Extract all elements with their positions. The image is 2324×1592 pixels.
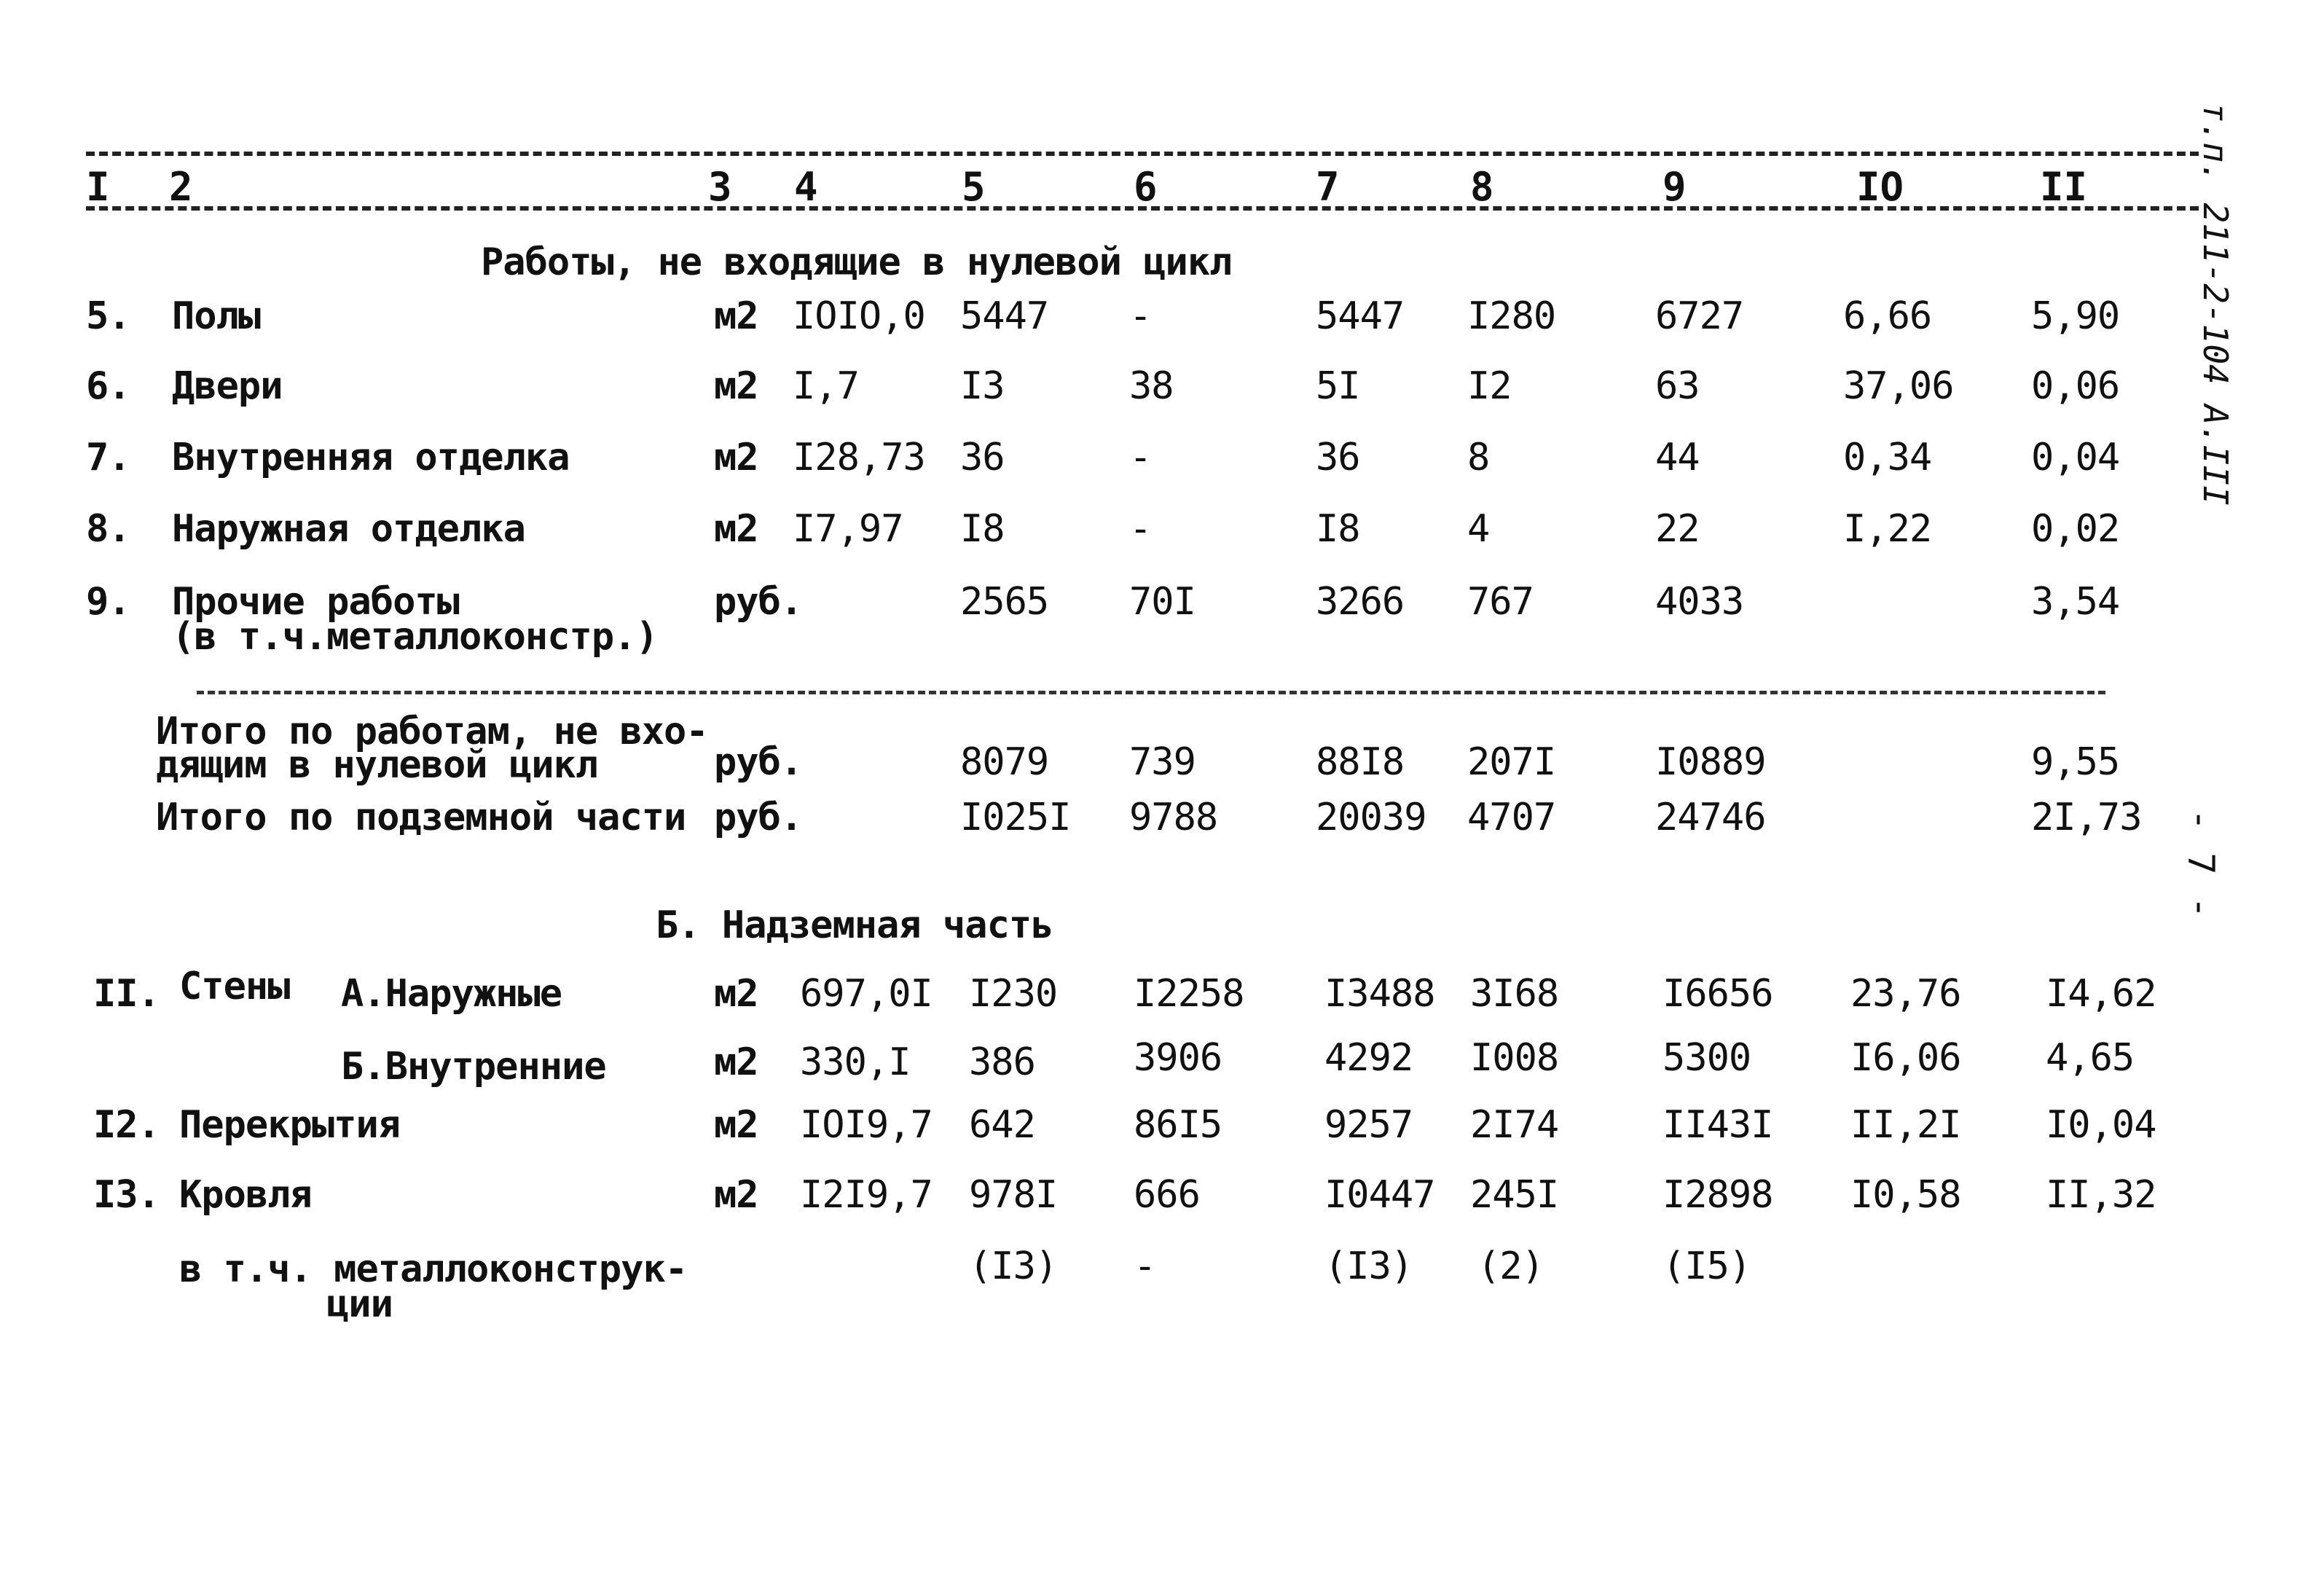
cell-col7: 36 (1316, 436, 1360, 479)
cell-col9: 6727 (1655, 294, 1744, 338)
total-nonzero-label: Итого по работам, не вхо- (156, 710, 708, 753)
cell-col8: 4 (1467, 507, 1490, 551)
cell-col11: 0,04 (2031, 436, 2120, 479)
row-number: 6. (86, 364, 130, 408)
row-quantity: I28,73 (793, 436, 925, 479)
cell-col11: II,32 (2046, 1173, 2156, 1217)
cell-col7: 9257 (1324, 1103, 1413, 1147)
cell-col9: 44 (1655, 436, 1700, 479)
cell-col11: 2I,73 (2031, 796, 2142, 839)
row-number: I3. (93, 1173, 160, 1217)
cell-col11: 0,06 (2031, 364, 2120, 408)
cell-col9: 63 (1655, 364, 1700, 408)
row-unit: м2 (714, 1173, 758, 1217)
column-header-8: 8 (1470, 164, 1494, 210)
cell-col6: 3906 (1134, 1036, 1222, 1080)
row-name: Полы (172, 294, 261, 338)
row-quantity: I,7 (793, 364, 859, 408)
cell-col10: 0,34 (1843, 436, 1932, 479)
row-number: II. (93, 972, 160, 1016)
cell-col8: 767 (1467, 580, 1534, 624)
row-number: I2. (93, 1103, 160, 1147)
cell-col7: 3266 (1316, 580, 1405, 624)
cell-col10: 23,76 (1850, 972, 1961, 1016)
row-unit: м2 (714, 1040, 758, 1084)
row-quantity: 330,I (800, 1040, 911, 1084)
document-code-label: т.п. 211-2-104 А.III (2196, 102, 2235, 506)
cell-col8: I2 (1467, 364, 1512, 408)
cell-col9: I0889 (1655, 740, 1766, 784)
column-header-9: 9 (1662, 164, 1687, 210)
row-unit: руб. (714, 740, 803, 784)
cell-col9: (I5) (1662, 1244, 1751, 1288)
cell-col11: 4,65 (2046, 1036, 2135, 1080)
cell-col6: - (1129, 507, 1152, 551)
column-header-5: 5 (962, 164, 986, 210)
row-subname: Б.Внутренние (341, 1045, 606, 1089)
cell-col5: 8079 (960, 740, 1049, 784)
cell-col9: I6656 (1662, 972, 1773, 1016)
cell-col7: 5I (1316, 364, 1360, 408)
row-unit: м2 (714, 436, 758, 479)
cell-col5: 978I (969, 1173, 1058, 1217)
cell-col11: I4,62 (2046, 972, 2156, 1016)
cell-col6: 9788 (1129, 796, 1218, 839)
cell-col5: 386 (969, 1040, 1035, 1084)
cell-col8: 4707 (1467, 796, 1556, 839)
cell-col11: I0,04 (2046, 1103, 2156, 1147)
cell-col7: 5447 (1316, 294, 1405, 338)
row-quantity: I7,97 (793, 507, 903, 551)
page-number: - 7 - (2180, 809, 2222, 919)
row-unit: м2 (714, 294, 758, 338)
section-heading-above: Б. Надземная часть (656, 903, 1053, 947)
cell-col8: 2I74 (1470, 1103, 1559, 1147)
cell-col5: I8 (960, 507, 1005, 551)
row-name: Наружная отделка (172, 507, 525, 551)
metal-structures-label-continued: ции (326, 1282, 393, 1326)
table-top-rule (86, 152, 2199, 156)
cell-col5: 36 (960, 436, 1005, 479)
column-header-1: I (86, 164, 110, 210)
cell-col7: I0447 (1324, 1173, 1435, 1217)
row-unit: м2 (714, 1103, 758, 1147)
row-number: 5. (86, 294, 130, 338)
cell-col7: I3488 (1324, 972, 1435, 1016)
cell-col6: 739 (1129, 740, 1196, 784)
total-underground-label: Итого по подземной части (156, 796, 686, 839)
column-header-6: 6 (1134, 164, 1158, 210)
cell-col6: - (1129, 436, 1152, 479)
cell-col8: I008 (1470, 1036, 1559, 1080)
cell-col8: (2) (1477, 1244, 1544, 1288)
cell-col8: 3I68 (1470, 972, 1559, 1016)
row-name: Стены (179, 965, 290, 1008)
row-quantity: I2I9,7 (800, 1173, 933, 1217)
cell-col6: 86I5 (1134, 1103, 1222, 1147)
cell-col5: 642 (969, 1103, 1035, 1147)
cell-col6: - (1129, 294, 1152, 338)
cell-col9: I2898 (1662, 1173, 1773, 1217)
metal-structures-label: в т.ч. металлоконструк- (179, 1247, 688, 1291)
cell-col9: 4033 (1655, 580, 1744, 624)
row-number: 9. (86, 580, 130, 624)
cell-col8: I280 (1467, 294, 1556, 338)
cell-col11: 0,02 (2031, 507, 2120, 551)
cell-col5: 5447 (960, 294, 1049, 338)
cell-col9: II43I (1662, 1103, 1773, 1147)
cell-col7: 20039 (1316, 796, 1426, 839)
cell-col5: 2565 (960, 580, 1049, 624)
cell-col9: 5300 (1662, 1036, 1751, 1080)
row-name-continued: (в т.ч.металлоконстр.) (172, 615, 658, 659)
cell-col11: 3,54 (2031, 580, 2120, 624)
cell-col5: I3 (960, 364, 1005, 408)
row-name: Перекрытия (179, 1103, 401, 1147)
cell-col6: I2258 (1134, 972, 1244, 1016)
cell-col10: 6,66 (1843, 294, 1932, 338)
row-unit: м2 (714, 364, 758, 408)
column-header-2: 2 (169, 164, 193, 210)
row-name: Двери (172, 364, 283, 408)
row-subname: А.Наружные (341, 972, 562, 1016)
cell-col5: (I3) (969, 1244, 1058, 1288)
row-unit: м2 (714, 507, 758, 551)
total-nonzero-label-continued: дящим в нулевой цикл (156, 743, 598, 787)
row-name: Внутренняя отделка (172, 436, 570, 479)
row-name: Прочие работы (172, 580, 459, 624)
cell-col10: II,2I (1850, 1103, 1961, 1147)
cell-col10: I6,06 (1850, 1036, 1961, 1080)
cell-col10: I,22 (1843, 507, 1932, 551)
column-header-3: 3 (708, 164, 732, 210)
row-quantity: IOIO,0 (793, 294, 925, 338)
cell-col11: 5,90 (2031, 294, 2120, 338)
cell-col5: I025I (960, 796, 1071, 839)
cell-col8: 8 (1467, 436, 1490, 479)
row-quantity: IOI9,7 (800, 1103, 933, 1147)
row-number: 7. (86, 436, 130, 479)
cell-col7: I8 (1316, 507, 1360, 551)
cell-col8: 207I (1467, 740, 1556, 784)
cell-col7: 88I8 (1316, 740, 1405, 784)
section-heading-nonzero: Работы, не входящие в нулевой цикл (481, 240, 1232, 284)
cell-col6: 38 (1129, 364, 1174, 408)
cell-col10: I0,58 (1850, 1173, 1961, 1217)
cell-col6: 70I (1129, 580, 1196, 624)
cell-col7: (I3) (1324, 1244, 1413, 1288)
cell-col8: 245I (1470, 1173, 1559, 1217)
row-unit: руб. (714, 796, 803, 839)
cell-col11: 9,55 (2031, 740, 2120, 784)
subtotal-rule (197, 691, 2105, 694)
row-quantity: 697,0I (800, 972, 933, 1016)
column-header-11: II (2040, 164, 2088, 210)
row-unit: руб. (714, 580, 803, 624)
cell-col10: 37,06 (1843, 364, 1954, 408)
cell-col6: 666 (1134, 1173, 1200, 1217)
column-header-7: 7 (1316, 164, 1340, 210)
row-unit: м2 (714, 972, 758, 1016)
column-header-10: IO (1856, 164, 1904, 210)
cell-col5: I230 (969, 972, 1058, 1016)
row-number: 8. (86, 507, 130, 551)
cell-col6: - (1134, 1244, 1156, 1288)
cell-col7: 4292 (1324, 1036, 1413, 1080)
cell-col9: 24746 (1655, 796, 1766, 839)
column-header-4: 4 (794, 164, 818, 210)
cell-col9: 22 (1655, 507, 1700, 551)
row-name: Кровля (179, 1173, 312, 1217)
